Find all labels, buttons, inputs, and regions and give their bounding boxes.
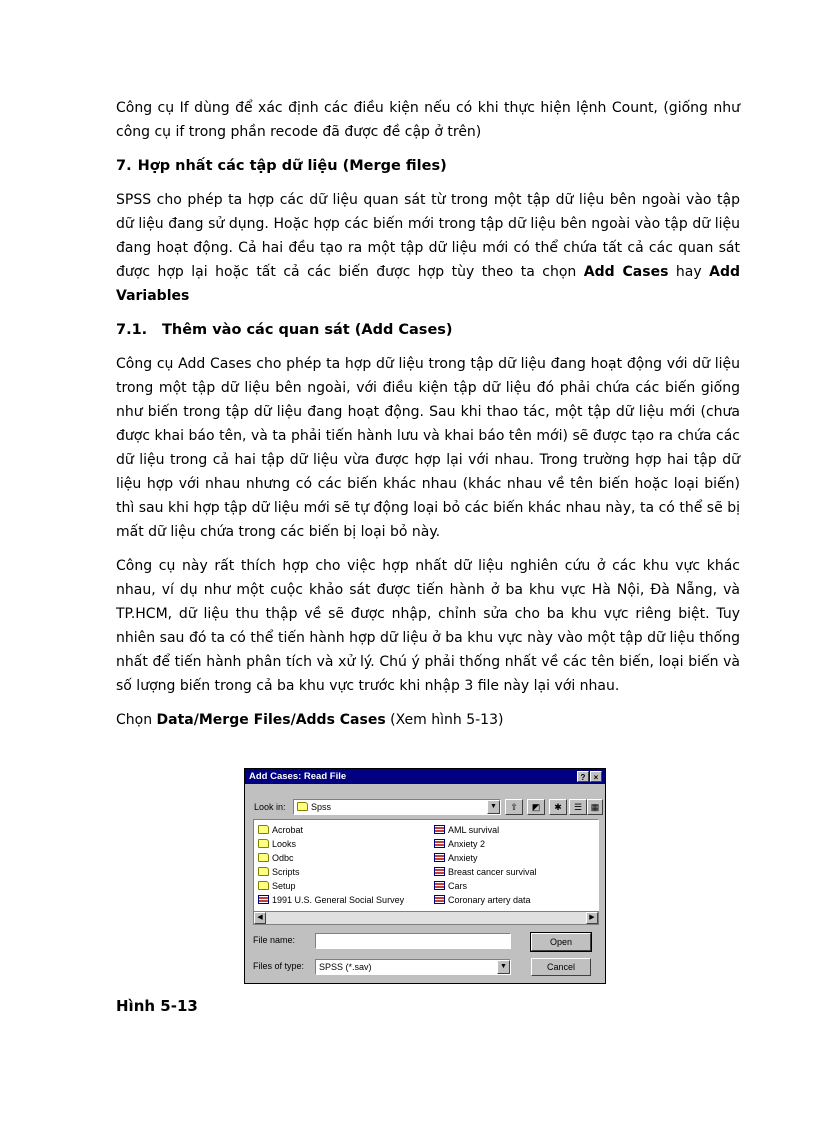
new-folder-button[interactable] bbox=[549, 799, 567, 815]
list-view-icon: ☰ bbox=[573, 802, 583, 812]
file-item[interactable] bbox=[434, 893, 537, 907]
file-name-text: Coronary artery data bbox=[448, 895, 531, 905]
file-name-label: File name: bbox=[253, 935, 296, 945]
folder-name: Looks bbox=[272, 839, 297, 849]
file-name-text: 1991 U.S. General Social Survey bbox=[272, 895, 405, 905]
folder-item[interactable] bbox=[258, 879, 404, 893]
look-in-label: Look in: bbox=[254, 802, 286, 812]
section-7-number: 7. bbox=[116, 158, 132, 174]
desktop-icon: ◩ bbox=[531, 802, 541, 812]
intro-paragraph: Công cụ If dùng để xác định các điều kiện nếu có khi thực hiện lệnh Count, (giống như công cụ if trong phần recode đã được đề cập ở trên) bbox=[116, 100, 740, 140]
usage-paragraph: Công cụ này rất thích hợp cho việc hợp nhất dữ liệu nghiên cứu ở các khu vực khác nhau, ví dụ như một cuộc khảo sát được tiến hành ở ba khu vực Hà Nội, Đà Nẵng, và TP.HCM, dữ liệu thu thập về sẽ được nhập, chỉnh sửa cho ba khu vực riêng biệt. Tuy nhiên sau đó ta có thể tiến hành hợp dữ liệu ở ba khu vực này vào một tập dữ liệu thống nhất để tiến hành phân tích và xử lý. Chú ý phải thống nhất về các tên biến, loại biến và số lượng biến trong cả ba khu vực trước khi nhập 3 file này lại với nhau. bbox=[116, 558, 740, 694]
folder-name: Scripts bbox=[272, 867, 300, 877]
folder-item[interactable] bbox=[258, 823, 404, 837]
merge-text-mid: hay bbox=[668, 264, 710, 280]
dialog-title: Add Cases: Read File bbox=[249, 771, 347, 782]
folder-icon bbox=[258, 881, 269, 890]
close-button[interactable]: × bbox=[590, 771, 602, 782]
file-item[interactable] bbox=[434, 823, 537, 837]
file-name-text: AML survival bbox=[448, 825, 500, 835]
section-7-1-heading bbox=[116, 318, 740, 342]
file-item[interactable] bbox=[258, 893, 404, 907]
add-cases-paragraph: Công cụ Add Cases cho phép ta hợp dữ liệu trong tập dữ liệu đang hoạt động với dữ liệu trong một tập dữ liệu bên ngoài, với điều kiện tập dữ liệu đó phải chứa các biến giống như biến trong tập dữ liệu đang hoạt động. Sau khi thao tác, một tập dữ liệu mới (chưa được khai báo tên, và ta phải tiến hành lưu và khai báo tên mới) sẽ được tạo ra chứa các dữ liệu trong cả hai tập dữ liệu vừa được hợp lại với nhau. Trong trường hợp hai tập dữ liệu hợp với nhau nhưng có các biến khác nhau (khác nhau về tên biến hoặc loại biến) thì sau khi hợp tập dữ liệu mới sẽ tự động loại bỏ các biến khác nhau này, ta có thể sẽ bị mất dữ liệu chứa trong các biến bị loại bỏ này. bbox=[116, 356, 740, 540]
data-file-icon bbox=[434, 853, 445, 862]
file-column-left bbox=[258, 823, 404, 907]
horizontal-scrollbar[interactable] bbox=[253, 911, 599, 925]
figure-caption: Hình 5-13 bbox=[116, 997, 198, 1015]
folder-name: Acrobat bbox=[272, 825, 304, 835]
new-folder-icon: ✱ bbox=[554, 802, 562, 812]
document-body bbox=[116, 96, 740, 732]
choose-prefix: Chọn bbox=[116, 712, 157, 728]
file-item[interactable] bbox=[434, 879, 537, 893]
menu-path-line bbox=[116, 708, 740, 732]
chevron-down-icon[interactable]: ▼ bbox=[497, 960, 510, 974]
file-item[interactable] bbox=[434, 851, 537, 865]
folder-icon bbox=[258, 825, 269, 834]
look-in-row bbox=[251, 799, 601, 817]
file-item[interactable] bbox=[434, 865, 537, 879]
help-button[interactable]: ? bbox=[577, 771, 589, 782]
data-file-icon bbox=[434, 867, 445, 876]
add-cases-dialog bbox=[244, 768, 606, 984]
file-name-text: Breast cancer survival bbox=[448, 867, 537, 877]
add-variables-term: Add Variables bbox=[116, 264, 740, 304]
folder-icon bbox=[258, 867, 269, 876]
look-in-value: Spss bbox=[311, 802, 332, 812]
folder-item[interactable] bbox=[258, 865, 404, 879]
files-of-type-dropdown[interactable] bbox=[315, 959, 511, 975]
up-folder-button[interactable] bbox=[505, 799, 523, 815]
folder-item[interactable] bbox=[258, 837, 404, 851]
section-7-title: Hợp nhất các tập dữ liệu (Merge files) bbox=[137, 158, 447, 174]
menu-path: Data/Merge Files/Adds Cases bbox=[156, 712, 386, 728]
folder-name: Odbc bbox=[272, 853, 294, 863]
data-file-icon bbox=[434, 839, 445, 848]
dialog-titlebar bbox=[245, 769, 605, 784]
section-7-1-title: Thêm vào các quan sát (Add Cases) bbox=[162, 322, 453, 338]
data-file-icon bbox=[434, 895, 445, 904]
file-name-text: Anxiety bbox=[448, 853, 478, 863]
merge-paragraph bbox=[116, 188, 740, 308]
list-view-button[interactable] bbox=[569, 799, 587, 815]
up-folder-icon: ⇧ bbox=[510, 802, 518, 812]
scroll-left-icon[interactable]: ◀ bbox=[254, 912, 266, 924]
folder-name: Setup bbox=[272, 881, 296, 891]
file-column-right bbox=[434, 823, 537, 907]
details-view-icon: ▦ bbox=[590, 802, 600, 812]
data-file-icon bbox=[434, 825, 445, 834]
scroll-right-icon[interactable]: ▶ bbox=[586, 912, 598, 924]
folder-icon bbox=[258, 839, 269, 848]
chevron-down-icon[interactable]: ▼ bbox=[487, 800, 500, 814]
data-file-icon bbox=[434, 881, 445, 890]
folder-item[interactable] bbox=[258, 851, 404, 865]
file-name-input[interactable] bbox=[315, 933, 511, 949]
section-7-heading bbox=[116, 154, 740, 178]
figure-reference: (Xem hình 5-13) bbox=[385, 712, 504, 728]
folder-icon bbox=[297, 802, 308, 811]
look-in-dropdown[interactable] bbox=[293, 799, 501, 815]
merge-text: SPSS cho phép ta hợp các dữ liệu quan sát từ trong một tập dữ liệu bên ngoài vào tập dữ liệu đang sử dụng. Hoặc hợp các biến mới trong tập dữ liệu bên ngoài vào tập dữ liệu đang hoạt động. Cả hai đều tạo ra một tập dữ liệu mới có thể chứa tất cả các quan sát được hợp lại hoặc tất cả các biến được hợp tùy theo ta chọn bbox=[116, 192, 740, 280]
add-cases-term: Add Cases bbox=[583, 264, 669, 280]
files-of-type-value: SPSS (*.sav) bbox=[319, 962, 372, 972]
open-button[interactable]: Open bbox=[531, 933, 591, 951]
file-list[interactable] bbox=[253, 819, 599, 915]
file-name-text: Anxiety 2 bbox=[448, 839, 486, 849]
details-view-button[interactable] bbox=[587, 799, 603, 815]
file-name-text: Cars bbox=[448, 881, 468, 891]
desktop-button[interactable] bbox=[527, 799, 545, 815]
cancel-button[interactable]: Cancel bbox=[531, 958, 591, 976]
data-file-icon bbox=[258, 895, 269, 904]
folder-icon bbox=[258, 853, 269, 862]
files-of-type-label: Files of type: bbox=[253, 961, 305, 971]
file-item[interactable] bbox=[434, 837, 537, 851]
section-7-1-number: 7.1. bbox=[116, 322, 148, 338]
